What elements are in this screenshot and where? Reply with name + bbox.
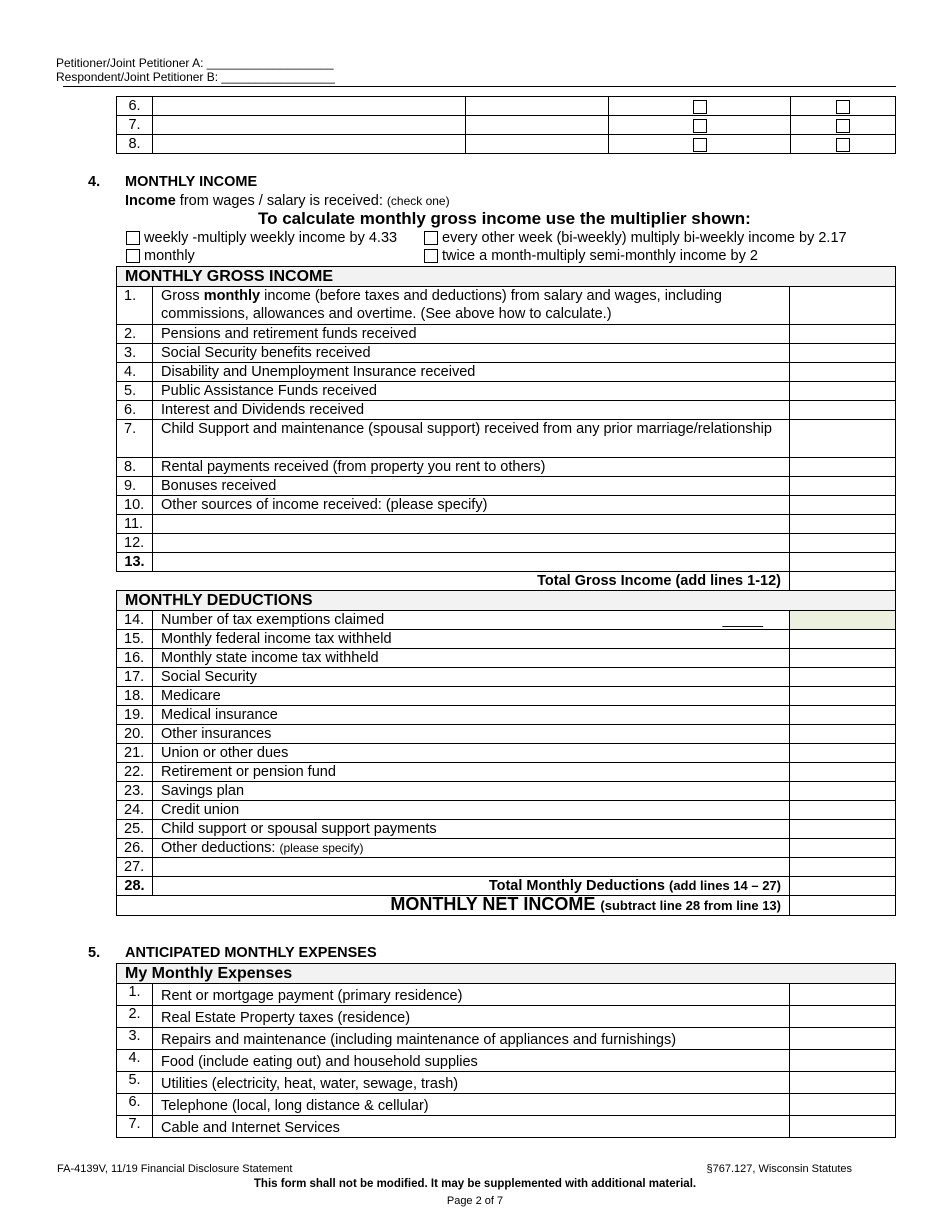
- row-checkbox[interactable]: [836, 119, 850, 133]
- line-label: Retirement or pension fund: [153, 763, 790, 782]
- line-number: 16.: [117, 649, 153, 668]
- expenses-header: My Monthly Expenses: [117, 964, 896, 984]
- net-income-label: MONTHLY NET INCOME (subtract line 28 from line 13): [117, 896, 790, 916]
- amount-cell[interactable]: [790, 1072, 896, 1094]
- line-label: Union or other dues: [153, 744, 790, 763]
- entry-cell[interactable]: [466, 97, 609, 116]
- line-number: 8.: [117, 135, 153, 154]
- continuation-row: [117, 116, 896, 135]
- line-label: Cable and Internet Services: [153, 1116, 790, 1138]
- deduction-line-28: [117, 877, 896, 896]
- line-number: 6.: [117, 1094, 153, 1116]
- amount-cell[interactable]: [790, 1116, 896, 1138]
- line-label: Other insurances: [153, 725, 790, 744]
- line-label: Gross monthly income (before taxes and deductions) from salary and wages, including commissions, allowances and overtime. (See above how to calculate.): [153, 287, 790, 325]
- amount-cell[interactable]: [790, 984, 896, 1006]
- option-semimonthly[interactable]: twice a month-multiply semi-monthly income by 2: [424, 248, 758, 264]
- weekly-checkbox[interactable]: [126, 231, 140, 245]
- gross-line-13: [117, 553, 896, 572]
- line-label: [153, 858, 790, 877]
- total-gross-amount[interactable]: [790, 572, 896, 591]
- gross-line: [117, 515, 896, 534]
- deductions-header: MONTHLY DEDUCTIONS: [117, 591, 896, 611]
- amount-cell[interactable]: [790, 287, 896, 325]
- deduction-line: [117, 801, 896, 820]
- gross-line: [117, 458, 896, 477]
- line-number: 8.: [117, 458, 153, 477]
- monthly-checkbox[interactable]: [126, 249, 140, 263]
- row-checkbox[interactable]: [836, 138, 850, 152]
- checkbox-cell: [609, 97, 791, 116]
- amount-cell[interactable]: [790, 1006, 896, 1028]
- gross-line: [117, 534, 896, 553]
- deduction-line-26: [117, 839, 896, 858]
- amount-cell[interactable]: [790, 725, 896, 744]
- total-deductions-amount[interactable]: [790, 877, 896, 896]
- line-label: Social Security benefits received: [153, 344, 790, 363]
- amount-cell[interactable]: [790, 782, 896, 801]
- section-5-title: ANTICIPATED MONTHLY EXPENSES: [125, 945, 377, 961]
- total-gross-row: [117, 572, 896, 591]
- amount-cell[interactable]: [790, 1094, 896, 1116]
- respondent-b-line: Respondent/Joint Petitioner B: _________________: [56, 70, 335, 84]
- amount-cell[interactable]: [790, 839, 896, 858]
- gross-line: [117, 496, 896, 515]
- gross-line: [117, 325, 896, 344]
- line-number: 14.: [117, 611, 153, 630]
- statute: §767.127, Wisconsin Statutes: [706, 1163, 852, 1175]
- line-number: 4.: [117, 363, 153, 382]
- line-number: 7.: [117, 116, 153, 135]
- row-checkbox[interactable]: [693, 100, 707, 114]
- line-number: 9.: [117, 477, 153, 496]
- line-label: [153, 553, 790, 572]
- line-label: Rental payments received (from property you rent to others): [153, 458, 790, 477]
- deduction-line: [117, 725, 896, 744]
- amount-cell[interactable]: [790, 382, 896, 401]
- deduction-line: [117, 668, 896, 687]
- line-label: Child support or spousal support payments: [153, 820, 790, 839]
- deduction-line: [117, 744, 896, 763]
- line-label: Bonuses received: [153, 477, 790, 496]
- amount-cell[interactable]: [790, 325, 896, 344]
- line-number: 20.: [117, 725, 153, 744]
- line-number: 23.: [117, 782, 153, 801]
- amount-cell[interactable]: [790, 687, 896, 706]
- amount-cell[interactable]: [790, 363, 896, 382]
- section-4-title: MONTHLY INCOME: [125, 174, 258, 190]
- line-number: 1.: [117, 287, 153, 325]
- exemptions-blank[interactable]: _____: [722, 612, 763, 628]
- line-label: Number of tax exemptions claimed _____: [153, 611, 790, 630]
- line-number: 19.: [117, 706, 153, 725]
- deduction-line-27: [117, 858, 896, 877]
- line-label: Social Security: [153, 668, 790, 687]
- option-biweekly[interactable]: every other week (bi-weekly) multiply bi-weekly income by 2.17: [424, 230, 847, 246]
- row-checkbox[interactable]: [693, 138, 707, 152]
- amount-cell[interactable]: [790, 420, 896, 458]
- gross-line: [117, 382, 896, 401]
- line-number: 5.: [117, 382, 153, 401]
- expense-line: [117, 1094, 896, 1116]
- line-number: 3.: [117, 1028, 153, 1050]
- line-number: 21.: [117, 744, 153, 763]
- continuation-row: [117, 135, 896, 154]
- amount-cell[interactable]: [790, 1028, 896, 1050]
- deduction-line: [117, 782, 896, 801]
- gross-line: [117, 420, 896, 458]
- line-label: Other sources of income received: (please specify): [153, 496, 790, 515]
- amount-cell[interactable]: [790, 477, 896, 496]
- entry-cell[interactable]: [153, 116, 466, 135]
- amount-cell[interactable]: [790, 858, 896, 877]
- section-4-number: 4.: [88, 174, 101, 190]
- deduction-line: [117, 820, 896, 839]
- expense-line: [117, 1116, 896, 1138]
- footer-notice: This form shall not be modified. It may be supplemented with additional material.: [253, 1178, 697, 1190]
- section-5-number: 5.: [88, 945, 101, 961]
- entry-cell[interactable]: [153, 97, 466, 116]
- expense-line: [117, 1006, 896, 1028]
- expenses-header-row: [117, 964, 896, 984]
- line-number: 27.: [117, 858, 153, 877]
- deduction-line: [117, 763, 896, 782]
- line-number: 7.: [117, 1116, 153, 1138]
- amount-cell[interactable]: [790, 668, 896, 687]
- checkbox-cell: [791, 135, 896, 154]
- entry-cell[interactable]: [466, 116, 609, 135]
- gross-line-1: [117, 287, 896, 325]
- amount-cell[interactable]: [790, 496, 896, 515]
- line-label: Other deductions: (please specify): [153, 839, 790, 858]
- form-id: FA-4139V, 11/19 Financial Disclosure Statement: [57, 1163, 293, 1175]
- amount-cell[interactable]: [790, 515, 896, 534]
- line-number: 10.: [117, 496, 153, 515]
- amount-cell[interactable]: [790, 801, 896, 820]
- amount-cell[interactable]: [790, 1050, 896, 1072]
- expense-line: [117, 1050, 896, 1072]
- line-label: Utilities (electricity, heat, water, sewage, trash): [153, 1072, 790, 1094]
- total-gross-label: Total Gross Income (add lines 1-12): [117, 572, 790, 591]
- line-number: 24.: [117, 801, 153, 820]
- line-number: 2.: [117, 325, 153, 344]
- checkbox-cell: [609, 135, 791, 154]
- checkbox-cell: [791, 116, 896, 135]
- line-number: 7.: [117, 420, 153, 458]
- expense-line: [117, 1072, 896, 1094]
- gross-income-header-row: [117, 267, 896, 287]
- monthly-income-table: [116, 266, 896, 916]
- gross-line: [117, 401, 896, 420]
- option-monthly[interactable]: monthly: [126, 248, 195, 264]
- entry-cell[interactable]: [466, 135, 609, 154]
- line-label: [153, 515, 790, 534]
- amount-cell-shaded: [790, 611, 896, 630]
- amount-cell[interactable]: [790, 344, 896, 363]
- amount-cell[interactable]: [790, 649, 896, 668]
- line-number: 22.: [117, 763, 153, 782]
- line-label: Monthly federal income tax withheld: [153, 630, 790, 649]
- line-label: Monthly state income tax withheld: [153, 649, 790, 668]
- row-checkbox[interactable]: [693, 119, 707, 133]
- line-number: 12.: [117, 534, 153, 553]
- gross-line: [117, 477, 896, 496]
- line-number: 26.: [117, 839, 153, 858]
- deduction-line: [117, 706, 896, 725]
- semimonthly-checkbox[interactable]: [424, 249, 438, 263]
- amount-cell[interactable]: [790, 401, 896, 420]
- line-label: Credit union: [153, 801, 790, 820]
- petitioner-a-line: Petitioner/Joint Petitioner A: ___________________: [56, 56, 334, 70]
- line-number: 5.: [117, 1072, 153, 1094]
- top-continuation-table: [116, 96, 896, 154]
- line-label: Rent or mortgage payment (primary residence): [153, 984, 790, 1006]
- multiplier-heading: To calculate monthly gross income use the multiplier shown:: [258, 209, 751, 228]
- option-weekly[interactable]: weekly -multiply weekly income by 4.33: [126, 230, 397, 246]
- line-number: 15.: [117, 630, 153, 649]
- amount-cell[interactable]: [790, 458, 896, 477]
- line-number: 4.: [117, 1050, 153, 1072]
- gross-line: [117, 344, 896, 363]
- gross-income-header: MONTHLY GROSS INCOME: [117, 267, 896, 287]
- header-rule: [63, 86, 896, 87]
- line-number: 11.: [117, 515, 153, 534]
- line-label: Medicare: [153, 687, 790, 706]
- line-label: Real Estate Property taxes (residence): [153, 1006, 790, 1028]
- deduction-line: [117, 649, 896, 668]
- checkbox-cell: [609, 116, 791, 135]
- continuation-row: [117, 97, 896, 116]
- line-number: 28.: [117, 877, 153, 896]
- line-number: 25.: [117, 820, 153, 839]
- row-checkbox[interactable]: [836, 100, 850, 114]
- amount-cell[interactable]: [790, 744, 896, 763]
- amount-cell[interactable]: [790, 630, 896, 649]
- line-number: 6.: [117, 97, 153, 116]
- line-number: 13.: [117, 553, 153, 572]
- deduction-line: [117, 630, 896, 649]
- net-income-row: [117, 896, 896, 916]
- biweekly-checkbox[interactable]: [424, 231, 438, 245]
- line-number: 2.: [117, 1006, 153, 1028]
- deduction-line-14: [117, 611, 896, 630]
- line-number: 1.: [117, 984, 153, 1006]
- total-deductions-label: Total Monthly Deductions (add lines 14 – 27): [153, 877, 790, 896]
- amount-cell[interactable]: [790, 820, 896, 839]
- line-label: Disability and Unemployment Insurance received: [153, 363, 790, 382]
- checkbox-cell: [791, 97, 896, 116]
- line-label: Medical insurance: [153, 706, 790, 725]
- line-number: 3.: [117, 344, 153, 363]
- line-number: 6.: [117, 401, 153, 420]
- line-label: Pensions and retirement funds received: [153, 325, 790, 344]
- expense-line: [117, 984, 896, 1006]
- monthly-expenses-table: [116, 963, 896, 1138]
- line-number: 17.: [117, 668, 153, 687]
- deduction-line: [117, 687, 896, 706]
- amount-cell[interactable]: [790, 534, 896, 553]
- amount-cell[interactable]: [790, 706, 896, 725]
- line-label: Interest and Dividends received: [153, 401, 790, 420]
- expense-line: [117, 1028, 896, 1050]
- line-label: Telephone (local, long distance & cellular): [153, 1094, 790, 1116]
- line-label: Repairs and maintenance (including maintenance of appliances and furnishings): [153, 1028, 790, 1050]
- income-frequency-prompt: Income from wages / salary is received: (check one): [125, 193, 450, 209]
- line-label: Child Support and maintenance (spousal support) received from any prior marriage/relationship: [153, 420, 790, 458]
- entry-cell[interactable]: [153, 135, 466, 154]
- line-label: Public Assistance Funds received: [153, 382, 790, 401]
- net-income-amount[interactable]: [790, 896, 896, 916]
- line-label: [153, 534, 790, 553]
- gross-line: [117, 363, 896, 382]
- line-label: Food (include eating out) and household supplies: [153, 1050, 790, 1072]
- line-number: 18.: [117, 687, 153, 706]
- line-label: Savings plan: [153, 782, 790, 801]
- amount-cell[interactable]: [790, 763, 896, 782]
- amount-cell[interactable]: [790, 553, 896, 572]
- page-number: Page 2 of 7: [446, 1195, 504, 1207]
- deductions-header-row: [117, 591, 896, 611]
